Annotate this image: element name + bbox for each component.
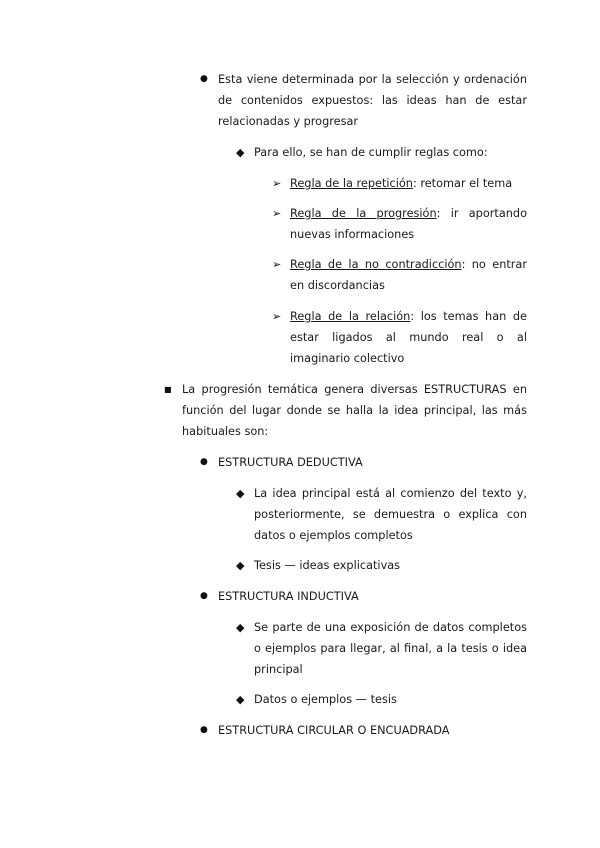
list-item-text: La idea principal está al comienzo del texto y, posteriormente, se demuestra o explica con datos o ejemplos completos <box>254 487 527 542</box>
list-item <box>236 483 527 546</box>
bullet-diamond-icon: ◆ <box>236 693 245 706</box>
list-item-text: ESTRUCTURA CIRCULAR O ENCUADRADA <box>218 724 450 737</box>
list-item <box>200 720 527 741</box>
list-item-text: ESTRUCTURA INDUCTIVA <box>218 590 359 603</box>
bullet-diamond-icon: ◆ <box>236 487 245 500</box>
bullet-arrow-icon: ➢ <box>272 310 282 323</box>
bullet-dot-icon: ● <box>200 74 208 84</box>
rule-description: : no entrar en discordancias <box>290 258 527 292</box>
list-item-text: Tesis — ideas explicativas <box>254 559 401 572</box>
list-item <box>164 379 527 442</box>
rule-term: Regla de la relación <box>290 310 411 323</box>
rule-term: Regla de la progresión <box>290 207 437 220</box>
list-item-text: La progresión temática genera diversas ESTRUCTURAS en función del lugar donde se halla la idea principal, las más habituales son: <box>182 383 527 438</box>
bullet-diamond-icon: ◆ <box>236 559 245 572</box>
list-item <box>200 69 527 132</box>
list-item <box>236 617 527 680</box>
rule-description: : ir aportando nuevas informaciones <box>290 207 528 241</box>
bullet-dot-icon: ● <box>200 591 208 601</box>
list-item <box>272 173 527 194</box>
bullet-diamond-icon: ◆ <box>236 146 245 159</box>
bullet-arrow-icon: ➢ <box>272 177 282 190</box>
bullet-dot-icon: ● <box>200 457 208 467</box>
list-item-text: Datos o ejemplos — tesis <box>254 693 397 706</box>
rule-term: Regla de la no contradicción <box>290 258 462 271</box>
list-item <box>272 203 528 245</box>
bullet-arrow-icon: ➢ <box>272 207 282 220</box>
bullet-diamond-icon: ◆ <box>236 621 245 634</box>
list-item <box>236 689 527 710</box>
list-item <box>272 254 527 296</box>
rule-description: : los temas han de estar ligados al mundo real o al imaginario colectivo <box>290 310 527 365</box>
list-item <box>236 555 527 576</box>
list-item <box>200 586 527 607</box>
list-item <box>236 142 527 163</box>
list-item <box>200 452 527 473</box>
list-item-text: ESTRUCTURA DEDUCTIVA <box>218 456 363 469</box>
bullet-square-icon: ■ <box>164 385 172 394</box>
rule-term: Regla de la repetición <box>290 177 413 190</box>
bullet-arrow-icon: ➢ <box>272 258 282 271</box>
rule-description: : retomar el tema <box>412 177 513 190</box>
list-item <box>272 306 527 369</box>
list-item-text: Para ello, se han de cumplir reglas como: <box>254 146 488 159</box>
list-item-text: Se parte de una exposición de datos completos o ejemplos para llegar, al final, a la tesis o idea principal <box>254 621 527 676</box>
list-item-text: Esta viene determinada por la selección y ordenación de contenidos expuestos: las ideas han de estar relacionadas y progresar <box>218 73 527 128</box>
bullet-dot-icon: ● <box>200 725 208 735</box>
